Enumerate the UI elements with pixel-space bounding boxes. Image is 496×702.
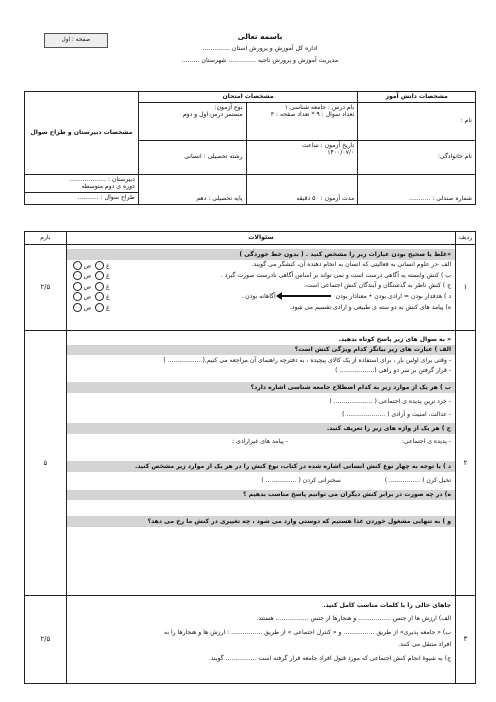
exam-type: نوع آزمون:	[214, 103, 243, 111]
q1-item: الف -در علوم انسانی به فعالیتی که انسان به انجام دهنده آن، کنشگر می گویند. غ ص	[67, 260, 455, 271]
q2-part-e: ه) در چه صورت در برابر کنش دیگران می توانیم پاسخ مناسب بدهیم ؟	[67, 490, 455, 501]
header	[170, 32, 350, 69]
q2-number: ۲	[456, 331, 476, 596]
course-name: نام درس : جامعه شناسی ۱	[284, 103, 355, 111]
option-circle[interactable]	[73, 303, 82, 312]
option-circle[interactable]	[73, 292, 82, 301]
duration: مدت آزمون : ۵۰ دقیقه	[246, 174, 358, 204]
q2-a1: - وقتی برای اولین بار ، برای استفاده از یک کالای پیچیده ، به دفترچه راهنمای آن مراجعه می کنیم.(.................. )	[163, 356, 452, 364]
header-line-1: اداره کل آموزش و پرورش استان ..............	[202, 45, 318, 53]
arrow-icon	[281, 295, 331, 297]
option-circle[interactable]	[95, 282, 104, 291]
q1-choices: غ ص	[71, 261, 110, 270]
q2-part-d: د ) با توجه به چهار نوع کنش انسانی اشاره شده در کتاب، نوع کنش را در هر یک از موارد زیر مشخص کنید.	[67, 461, 455, 472]
exam-title: مشخصات امتحان	[138, 92, 357, 103]
q2-part-f: و ) به تنهایی مشغول خوردن غذا هستیم که دوستی وارد می شود ، چه تغییری در کنش ما رخ می دهد؟	[67, 516, 455, 527]
designer-title: مشخصات دبیرستان و طراح سوال	[25, 92, 139, 175]
q2-b1: - خرد ترین پدیده ی اجتماعی ( .................... )	[329, 397, 452, 405]
q2-c1: - پدیده ی اجتماعی:	[401, 438, 452, 446]
q2-a2: - قرار گرفتن بر سر دو راهی (.................. )	[335, 367, 452, 375]
q3-c: ج) به شیوۀ انجام کنش اجتماعی که مورد قبول افراد جامعه قرار گرفته است ................ گویند.	[208, 654, 452, 662]
q1-choices: غ ص	[71, 292, 110, 301]
q1-item: ج ) کنش ناظر به گذشتگان و آیندگان کنش اجتماعی است. غ ص	[67, 281, 455, 292]
q2-part-c: ج ) هر یک از واژه های زیر را تعریف کنید.	[67, 423, 455, 434]
option-circle[interactable]	[95, 292, 104, 301]
option-circle[interactable]	[73, 282, 82, 291]
aware-label: آگاهانه بودن .	[241, 292, 276, 300]
bismillah: باسمه تعالی	[237, 32, 283, 41]
q3-b2: افراد منتقل می کنند.	[398, 641, 452, 649]
grade: پایه تحصیلی : دهم	[138, 174, 246, 204]
header-line-2: مدیریت آموزش و پرورش ناحیه .............. شهرستان .........	[181, 57, 339, 64]
school-name: دبیرستان : ...................	[69, 175, 135, 183]
date-cell	[246, 140, 358, 174]
exam-type-cell	[138, 102, 246, 140]
q2-d-items	[67, 475, 455, 486]
q1-title: «غلط یا صحیح بودن عبارات زیر را مشخص کنید . ( بدون خط خوردگی )	[67, 249, 455, 260]
col-header-mark: بارم	[25, 232, 67, 245]
q3-title: جاهای خالی را با کلمات مناسب کامل کنید.	[323, 601, 452, 609]
q2-part-b: ب ) هر یک از موارد زیر به کدام اصطلاح جامعه شناسی اشاره دارد؟	[67, 382, 455, 393]
info-table	[24, 91, 476, 205]
q1-body	[66, 245, 455, 331]
q3-a: الف) ارزش ها از جنس ................. و هنجارها از جنس ................. هستند.	[256, 615, 452, 623]
q2-d2: سخنرانی کردن ( ................ )	[261, 476, 341, 484]
option-circle[interactable]	[73, 271, 82, 280]
exam-type-value: مستمر درس اول و دوم	[182, 111, 243, 119]
q3-number: ۳	[456, 596, 476, 684]
q2-b2: - عدالت، امنیت و آزادی ( .................... )	[342, 411, 452, 419]
q2-title: « به سوال های زیر پاسخ کوتاه بدهید.	[338, 335, 452, 343]
field-cell: رشته تحصیلی : انسانی	[138, 140, 246, 174]
question-count: تعداد سوال : ۹ * تعداد صفحه : ۳	[270, 111, 355, 119]
option-circle[interactable]	[95, 303, 104, 312]
seat-number[interactable]: شماره صندلی : ...........	[358, 174, 476, 204]
q2-mark: ۵	[25, 331, 67, 596]
school-period: دوره ی دوم متوسطه	[81, 183, 135, 191]
q2-body	[66, 331, 455, 596]
q3-b: ب) « جامعه پذیری» از طریق ................ و « کنترل اجتماعی » از طریق ................ : ارزش ها و هنجارها را به	[164, 628, 452, 636]
course-info	[246, 102, 358, 140]
option-circle[interactable]	[95, 261, 104, 270]
questions-table	[24, 231, 476, 684]
name-field[interactable]: نام :	[358, 102, 476, 140]
option-circle[interactable]	[73, 261, 82, 270]
designer-name: طراح سوال : ...........	[25, 192, 139, 204]
school-cell	[25, 174, 139, 192]
q3-body	[66, 596, 455, 684]
col-header-questions: سئوالات	[66, 232, 455, 245]
option-circle[interactable]	[95, 271, 104, 280]
q1-choices: غ ص	[71, 303, 110, 312]
q1-choices: غ ص	[71, 282, 110, 291]
student-title: مشخصات دانش آموز	[358, 92, 476, 103]
q1-number: ۱	[456, 245, 476, 331]
col-header-row: ردیف	[456, 232, 476, 245]
q1-item: ب ) کنش وابسته به آگاهی درست است و نمی تواند بر اساس آگاهی نادرست صورت گیرد . غ ص	[67, 270, 455, 281]
q2-d1: تخیل کرن ( ................ )	[384, 476, 452, 484]
q3-mark: ۲/۵	[25, 596, 67, 684]
q1-mark: ۲/۵	[25, 245, 67, 331]
q1-choices: غ ص	[71, 271, 110, 280]
q2-part-a: الف ) عبارت های زیر بیانگر کدام ویژگی کنش است؟	[67, 345, 455, 356]
page-number-box: صفحه : اول	[44, 33, 108, 48]
surname-field[interactable]: نام خانوادگی:	[358, 140, 476, 174]
q2-c2: - پیامد های غیرارادی :	[232, 438, 288, 446]
q1-item: ه) پیامد های کنش به دو سته ی طبیعی و ارادی تقسیم می شود. غ ص	[67, 302, 455, 313]
q1-item: د ) هدفدار بودن = ارادی بودن • معنادار بودن آگاهانه بودن . غ ص	[67, 291, 455, 302]
q2-c-terms	[67, 437, 455, 448]
exam-date: تاریخ آزمون : ساعت	[302, 141, 355, 149]
exam-date-value: ۱۴۰۰/۰۷/۰	[327, 149, 355, 157]
